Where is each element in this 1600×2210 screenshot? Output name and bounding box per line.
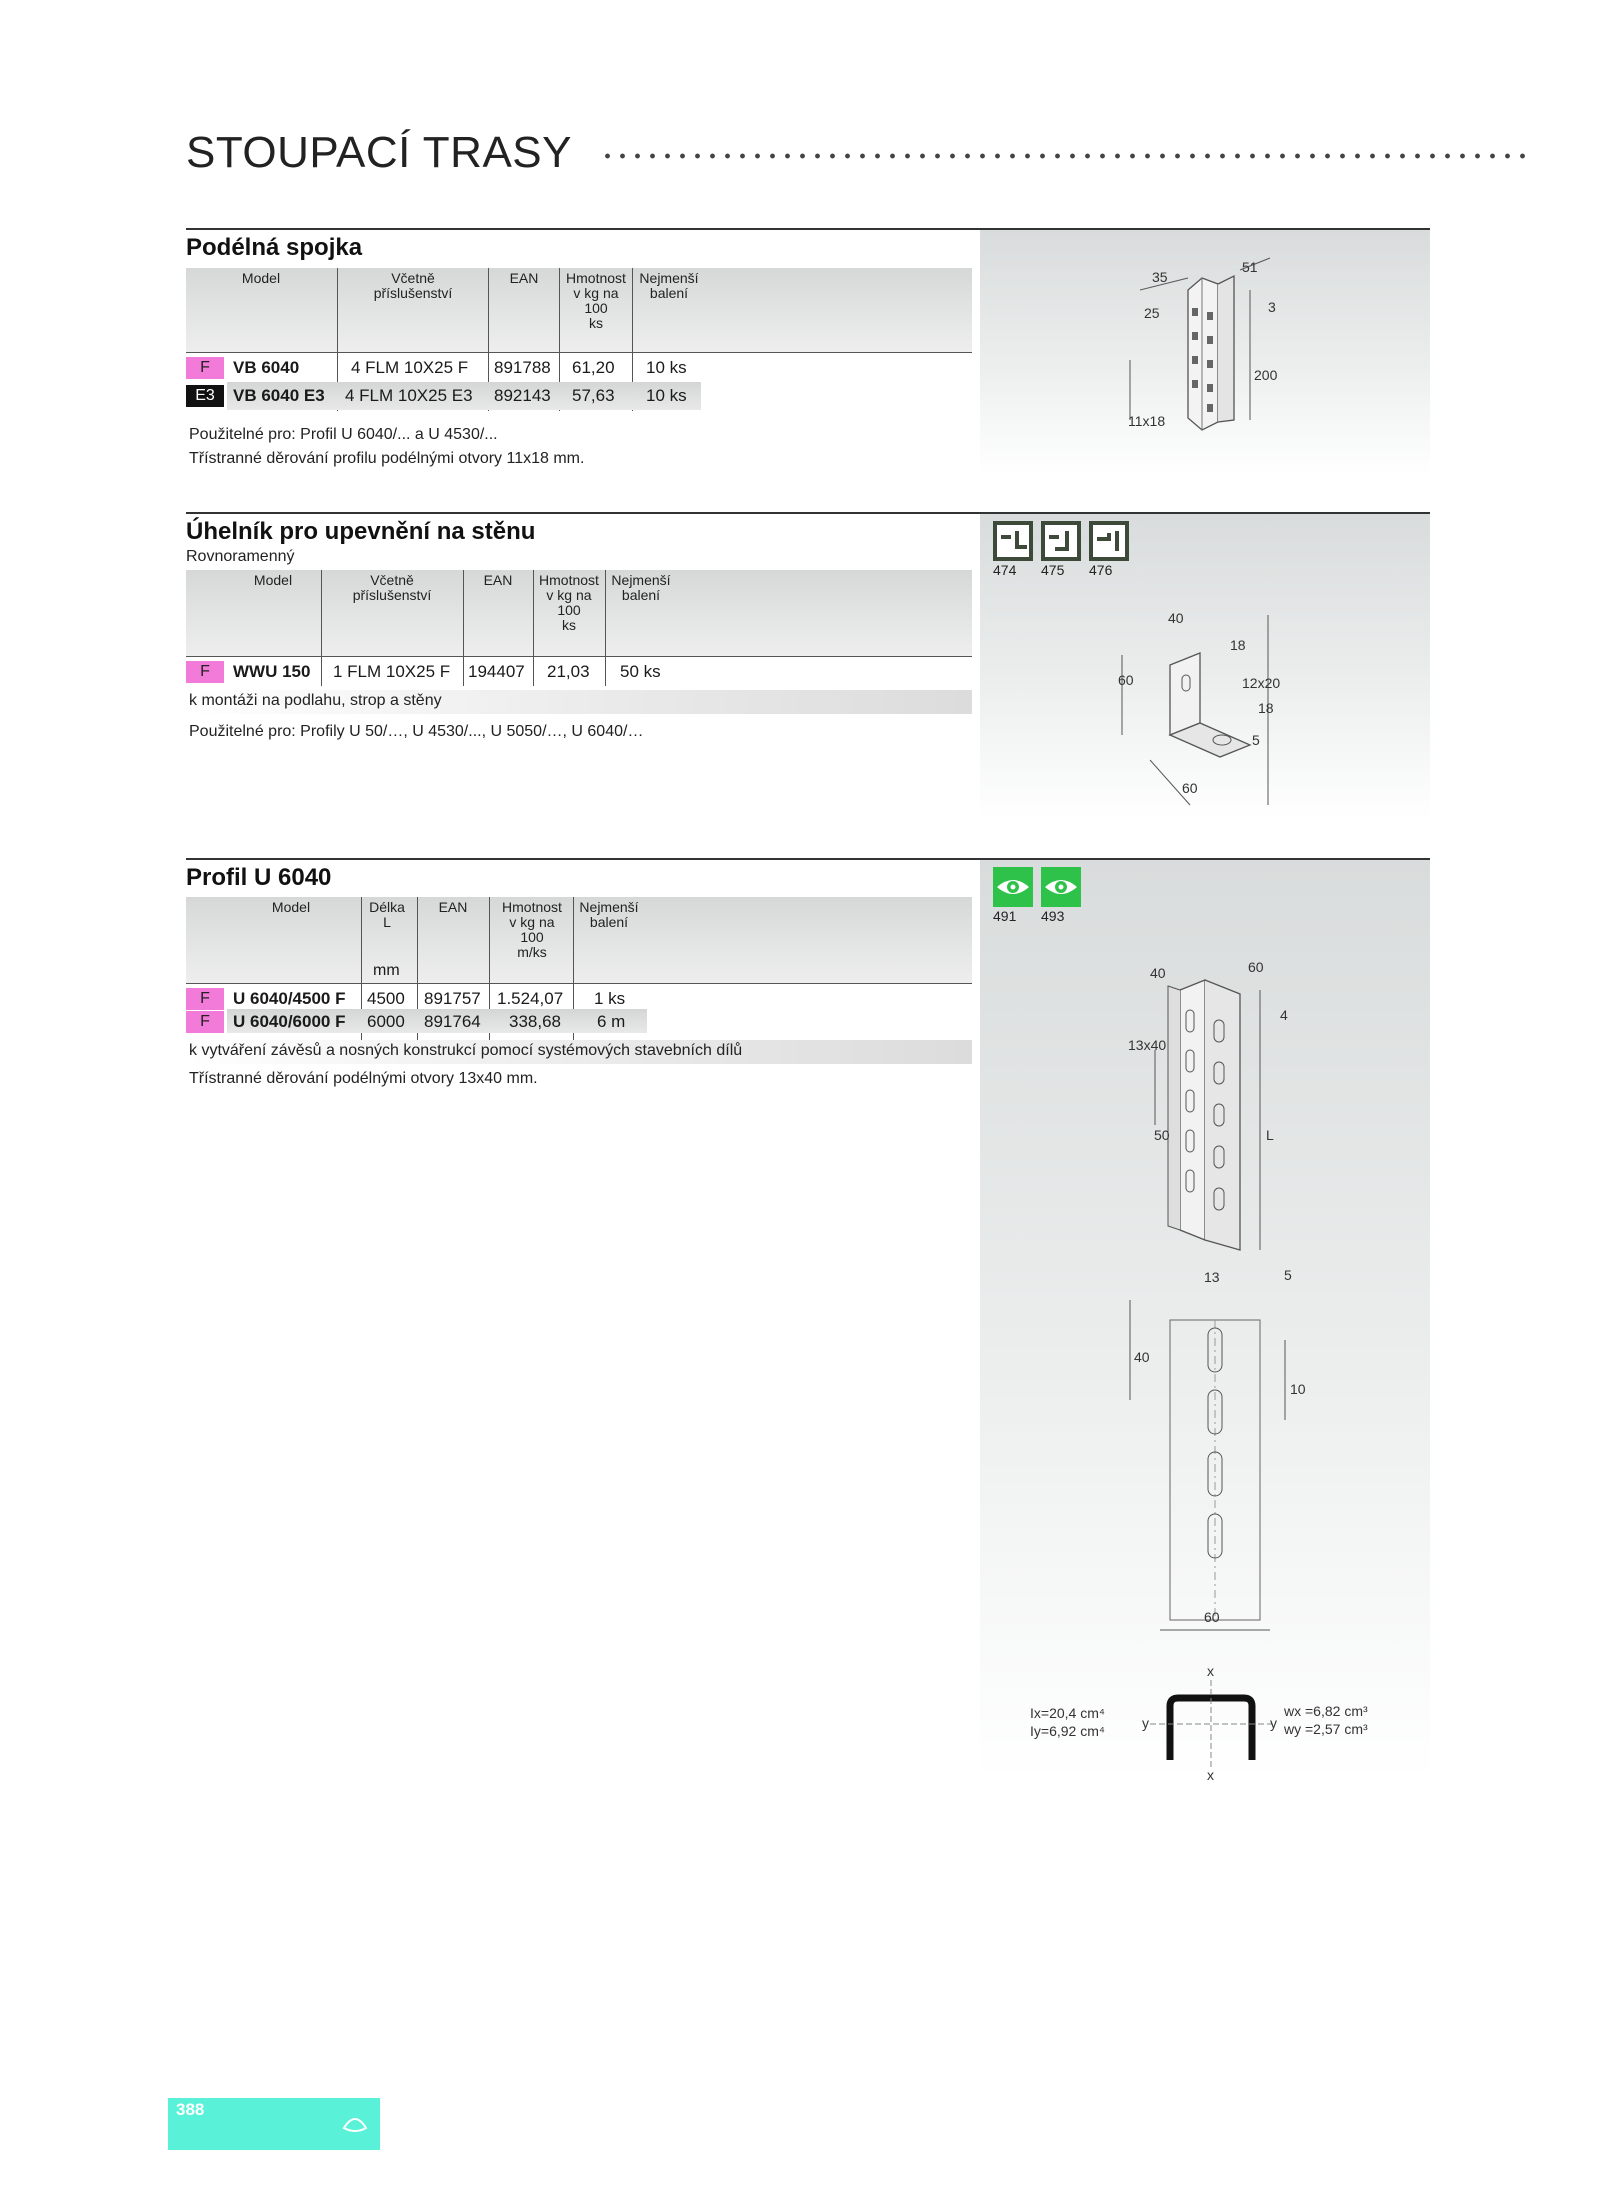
dim-label: 200 [1254,367,1278,383]
table-cell-weight: 1.524,07 [497,989,564,1008]
badge-f: F [186,1011,224,1033]
icon-label: 493 [1041,908,1065,924]
table-cell-weight: 57,63 [572,386,615,405]
table-cell-model: U 6040/6000 F [233,1012,346,1031]
icon-label: 491 [993,908,1017,924]
table-cell-ean: 194407 [468,662,525,681]
table-cell-ean: 892143 [494,386,551,405]
icon-label: 476 [1089,562,1113,578]
section-property: wx =6,82 cm³ [1284,1703,1368,1719]
col-header-model: Model [241,270,281,286]
dim-label: 60 [1204,1609,1220,1625]
page-number: 388 [176,2100,205,2119]
dim-label: 60 [1182,780,1198,796]
dim-label: 13x40 [1128,1037,1167,1053]
table-cell-model: VB 6040 [233,358,300,377]
dim-label: 13 [1204,1269,1220,1285]
page-title: STOUPACÍ TRASY [186,128,572,177]
note-text: Použitelné pro: Profil U 6040/... a U 4530/... [189,426,498,443]
col-header-packing: Nejmenší balení [611,572,671,603]
table-cell-ean: 891757 [424,989,481,1008]
dim-label: 5 [1284,1267,1292,1283]
table-cell-accessories: 4 FLM 10X25 F [351,358,469,377]
table-cell-accessories: 1 FLM 10X25 F [333,662,451,681]
col-header-weight: Hmotnost v kg na 100 ks [566,270,626,331]
note-text: Třístranné děrování profilu podélnými otvory 11x18 mm. [189,450,585,467]
dim-label: 51 [1242,259,1258,275]
note-text: Použitelné pro: Profily U 50/…, U 4530/..., U 5050/…, U 6040/… [189,723,644,740]
mounting-icon [993,521,1033,561]
col-header-packing: Nejmenší balení [579,899,639,930]
note-text: k montáži na podlahu, strop a stěny [189,692,442,709]
col-header-accessories: Včetně příslušenství [373,270,453,301]
table-cell-packing: 6 m [597,1012,626,1031]
section-title: Úhelník pro upevnění na stěnu [186,518,536,545]
section-property: wy =2,57 cm³ [1284,1721,1368,1737]
col-header-model: Model [271,899,311,915]
col-header-weight: Hmotnost v kg na 100 ks [539,572,599,633]
dim-label: 60 [1248,959,1264,975]
badge-f: F [186,357,224,379]
icon-label: 474 [993,562,1017,578]
axis-label: y [1270,1715,1277,1731]
col-header-accessories: Včetně příslušenství [352,572,432,603]
unit-label: mm [373,962,400,979]
dim-label: 10 [1290,1381,1306,1397]
eye-icon [993,867,1033,907]
mounting-icon [1089,521,1129,561]
dim-label: 40 [1134,1349,1150,1365]
dim-label: 18 [1258,700,1274,716]
angle-bracket-drawing [1110,605,1330,815]
dim-label: 40 [1150,965,1166,981]
col-header-ean: EAN [483,572,513,588]
table-cell-model: U 6040/4500 F [233,989,346,1008]
table-cell-model: WWU 150 [233,662,311,681]
col-header-length: Délka L [369,899,405,930]
dim-label: 3 [1268,299,1276,315]
col-header-model: Model [253,572,293,588]
dim-label: 50 [1154,1127,1170,1143]
table-cell-length: 4500 [367,989,405,1008]
dim-label: 40 [1168,610,1184,626]
table-cell-packing: 10 ks [646,386,687,405]
dim-label: 25 [1144,305,1160,321]
badge-f: F [186,988,224,1010]
table-cell-accessories: 4 FLM 10X25 E3 [345,386,473,405]
note-text: k vytváření závěsů a nosných konstrukcí pomocí systémových stavebních dílů [189,1042,743,1059]
table-cell-length: 6000 [367,1012,405,1031]
table-cell-ean: 891788 [494,358,551,377]
dim-label: 4 [1280,1007,1288,1023]
section-title: Profil U 6040 [186,864,332,891]
table-cell-model: VB 6040 E3 [233,386,325,405]
dim-label: 35 [1152,269,1168,285]
section-title: Podélná spojka [186,234,363,261]
profile-drawing [1110,950,1340,1260]
dim-label: 11x18 [1128,413,1166,429]
table-cell-weight: 338,68 [509,1012,561,1031]
table-cell-weight: 21,03 [547,662,590,681]
note-text: Třístranné děrování podélnými otvory 13x40 mm. [189,1070,538,1087]
profile-front-view [1120,1260,1340,1650]
title-dot-leader [600,152,1535,160]
logo-icon [340,2108,370,2138]
table-cell-ean: 891764 [424,1012,481,1031]
badge-f: F [186,661,224,683]
dim-label: L [1266,1127,1274,1143]
cross-section-drawing [1000,1660,1420,1780]
coupler-drawing [1110,250,1330,440]
dim-label: 18 [1230,637,1246,653]
mounting-icon [1041,521,1081,561]
axis-label: x [1207,1663,1214,1679]
table-cell-packing: 10 ks [646,358,687,377]
dim-label: 12x20 [1242,675,1281,691]
table-cell-packing: 50 ks [620,662,661,681]
axis-label: x [1207,1767,1214,1780]
table-cell-weight: 61,20 [572,358,615,377]
section-subtitle: Rovnoramenný [186,548,295,565]
section-property: Iy=6,92 cm⁴ [1030,1723,1105,1739]
table-cell-packing: 1 ks [594,989,626,1008]
dim-label: 5 [1252,732,1260,748]
dim-label: 60 [1118,672,1134,688]
icon-label: 475 [1041,562,1065,578]
axis-label: y [1142,1715,1149,1731]
eye-icon [1041,867,1081,907]
badge-e3: E3 [186,385,224,407]
col-header-packing: Nejmenší balení [639,270,699,301]
section-property: Ix=20,4 cm⁴ [1030,1705,1105,1721]
col-header-ean: EAN [509,270,539,286]
col-header-weight: Hmotnost v kg na 100 m/ks [502,899,562,960]
col-header-ean: EAN [438,899,468,915]
